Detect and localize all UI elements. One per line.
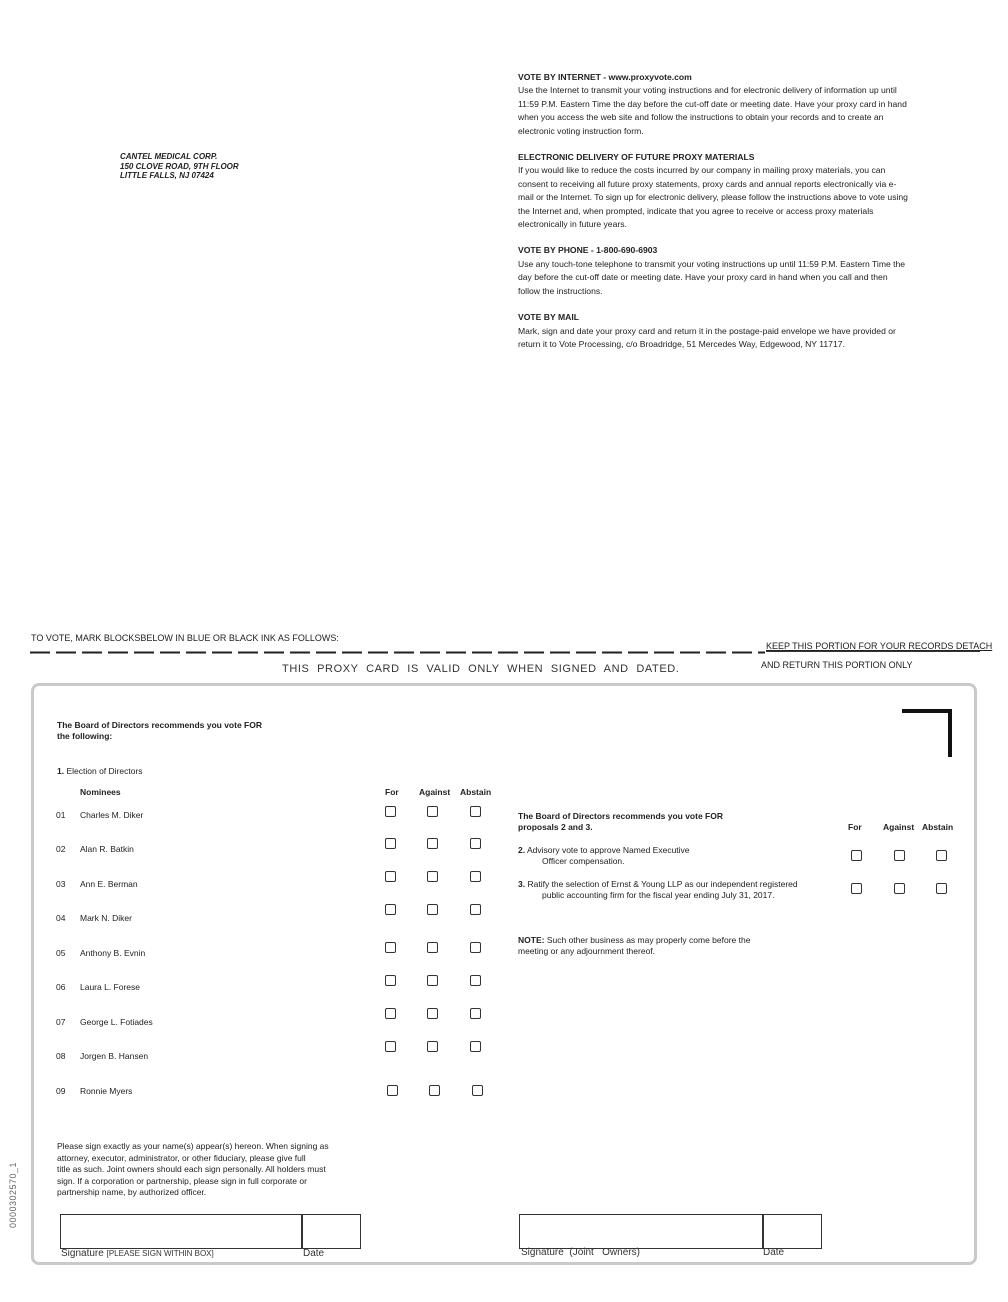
joint-signature-date-label: Date (763, 1247, 785, 1258)
instruction-heading: VOTE BY PHONE - 1-800-690-6903 (518, 245, 658, 256)
nominee-number: 05 (56, 948, 66, 958)
note (518, 935, 750, 957)
proposal-abstain-checkbox[interactable] (936, 883, 947, 894)
company-address (120, 152, 239, 181)
nominee-row (56, 982, 141, 992)
instruction-body: Mark, sign and date your proxy card and return it in the postage-paid envelope we have provided or return it to Vote Processing, c/o Broadridge, 51 Mercedes Way, Edgewood, NY 11717. (518, 325, 896, 349)
vote-against-checkbox[interactable] (427, 975, 438, 986)
left-recommendation (57, 720, 262, 742)
nominee-name: Jorgen B. Hansen (80, 1051, 149, 1061)
nominee-row (56, 879, 138, 889)
vote-against-checkbox[interactable] (429, 1085, 440, 1096)
instruction-body: Use the Internet to transmit your voting instructions and for electronic delivery of information up until 11:59 P.M. Eastern Time the day before the cut-off date or meeting date. Have your proxy card in hand when you access the web site and follow the instructions to obtain your records and to create an electronic voting instruction form. (518, 85, 907, 136)
nominee-name: Alan R. Batkin (80, 844, 134, 854)
vote-for-checkbox[interactable] (385, 904, 396, 915)
vote-against-checkbox[interactable] (427, 942, 438, 953)
proposal-col-abstain-header: Abstain (922, 822, 954, 832)
valid-notice: THIS PROXY CARD IS VALID ONLY WHEN SIGNED AND DATED. (282, 663, 680, 675)
proposal-abstain-checkbox[interactable] (936, 850, 947, 861)
nominee-number: 03 (56, 879, 66, 889)
signature-date-label: Date (303, 1248, 325, 1259)
joint-signature-box[interactable] (519, 1214, 822, 1249)
company-address-line1: 150 CLOVE ROAD, 9TH FLOOR (120, 161, 239, 171)
company-address-line2: LITTLE FALLS, NJ 07424 (120, 171, 214, 180)
nominee-name: Anthony B. Evnin (80, 948, 146, 958)
vote-abstain-checkbox[interactable] (470, 942, 481, 953)
note-text-line2: meeting or any adjournment thereof. (518, 946, 656, 956)
proposal-against-checkbox[interactable] (894, 883, 905, 894)
vote-for-checkbox[interactable] (385, 838, 396, 849)
proposal-col-for-header: For (848, 822, 862, 832)
nominee-row (56, 810, 144, 820)
sign-instruction-line: Please sign exactly as your name(s) appear(s) hereon. When signing as (57, 1141, 329, 1151)
vote-abstain-checkbox[interactable] (470, 1008, 481, 1019)
sign-instruction-line: title as such. Joint owners should each sign personally. All holders must (57, 1164, 326, 1174)
nominee-name: Ronnie Myers (80, 1086, 133, 1096)
vote-for-checkbox[interactable] (385, 942, 396, 953)
left-recommendation-line1: The Board of Directors recommends you vote FOR (57, 720, 262, 730)
instruction-internet (518, 71, 910, 138)
vote-abstain-checkbox[interactable] (470, 806, 481, 817)
signature-date-divider (301, 1214, 303, 1249)
return-portion-label: AND RETURN THIS PORTION ONLY (761, 660, 913, 670)
nominee-number: 09 (56, 1086, 66, 1096)
vote-against-checkbox[interactable] (427, 1008, 438, 1019)
nominee-name: George L. Fotiades (80, 1017, 153, 1027)
proposal-text-line1: Advisory vote to approve Named Executive (527, 845, 690, 855)
instruction-heading: ELECTRONIC DELIVERY OF FUTURE PROXY MATERIALS (518, 152, 755, 163)
nominee-row (56, 948, 146, 958)
vote-against-checkbox[interactable] (427, 904, 438, 915)
proposal-3 (518, 879, 798, 901)
vote-against-checkbox[interactable] (427, 1041, 438, 1052)
instruction-body: Use any touch-tone telephone to transmit your voting instructions up until 11:59 P.M. Eastern Time the day before the cut-off date or meeting date. Have your proxy card in hand when you call and then follow the instructions. (518, 258, 906, 296)
note-text: Such other business as may properly come before the (546, 935, 751, 945)
proposal-text-line1: Ratify the selection of Ernst & Young LLP as our independent registered (527, 879, 798, 889)
election-heading (57, 766, 143, 776)
proposal-2 (518, 845, 690, 867)
registration-mark (902, 709, 952, 757)
nominee-number: 01 (56, 810, 66, 820)
joint-signature-label: Signature (Joint Owners) (521, 1247, 640, 1258)
vote-against-checkbox[interactable] (427, 871, 438, 882)
vote-for-checkbox[interactable] (385, 975, 396, 986)
nominee-name: Charles M. Diker (80, 810, 144, 820)
keep-portion-rule (766, 651, 980, 652)
nominee-name: Ann E. Berman (80, 879, 138, 889)
control-number: 0000302570_1 (8, 1161, 18, 1228)
proposal-text-line2: Officer compensation. (542, 856, 625, 866)
proposal-number: 2. (518, 845, 526, 855)
detach-dash-line (30, 651, 765, 654)
instruction-electronic-delivery (518, 151, 910, 231)
right-recommendation (518, 811, 723, 833)
sign-instruction-line: sign. If a corporation or partnership, please sign in full corporate or (57, 1175, 307, 1186)
right-recommendation-line2: proposals 2 and 3. (518, 822, 593, 832)
signature-label: Signature (61, 1248, 104, 1259)
vote-abstain-checkbox[interactable] (472, 1085, 483, 1096)
vote-for-checkbox[interactable] (385, 806, 396, 817)
nominee-name: Mark N. Diker (80, 913, 132, 923)
note-label: NOTE: (518, 935, 545, 945)
vote-against-checkbox[interactable] (427, 838, 438, 849)
joint-signature-date-divider (762, 1214, 764, 1249)
instruction-heading: VOTE BY MAIL (518, 312, 579, 323)
nominee-row (56, 1051, 149, 1061)
nominee-row (56, 913, 132, 923)
vote-abstain-checkbox[interactable] (470, 871, 481, 882)
col-abstain-header: Abstain (460, 787, 492, 797)
vote-abstain-checkbox[interactable] (470, 1041, 481, 1052)
signature-caption (61, 1248, 214, 1259)
nominee-number: 06 (56, 982, 66, 992)
sign-instructions (57, 1141, 329, 1199)
voting-instructions (518, 71, 910, 364)
proposal-for-checkbox[interactable] (851, 850, 862, 861)
vote-abstain-checkbox[interactable] (470, 838, 481, 849)
proposal-number: 3. (518, 879, 526, 889)
nominee-row (56, 1086, 133, 1096)
instruction-mail (518, 311, 910, 351)
proposal-for-checkbox[interactable] (851, 883, 862, 894)
instruction-phone (518, 244, 910, 298)
item-title: Election of Directors (66, 766, 143, 776)
col-against-header: Against (419, 787, 451, 797)
instruction-body: If you would like to reduce the costs incurred by our company in mailing proxy materials, you can consent to receiving all future proxy statements, proxy cards and annual reports electronically via e-mail or the Internet. To sign up for electronic delivery, please follow the instructions above to vote using the Internet and, when prompted, indicate that you agree to receive or access proxy materials electronically in future years. (518, 165, 908, 230)
proposal-col-against-header: Against (883, 822, 915, 832)
sign-instruction-line: attorney, executor, administrator, or other fiduciary, please give full (57, 1152, 306, 1163)
vote-abstain-checkbox[interactable] (470, 904, 481, 915)
vote-against-checkbox[interactable] (427, 806, 438, 817)
item-number: 1. (57, 766, 65, 776)
nominee-row (56, 1017, 153, 1027)
proposal-against-checkbox[interactable] (894, 850, 905, 861)
nominee-number: 02 (56, 844, 66, 854)
col-for-header: For (385, 787, 399, 797)
sign-instruction-line: partnership name, by authorized officer. (57, 1187, 207, 1197)
vote-for-checkbox[interactable] (385, 1041, 396, 1052)
nominee-row (56, 844, 134, 854)
vote-abstain-checkbox[interactable] (470, 975, 481, 986)
right-recommendation-line1: The Board of Directors recommends you vote FOR (518, 811, 723, 821)
vote-for-checkbox[interactable] (387, 1085, 398, 1096)
signature-box[interactable] (60, 1214, 361, 1249)
vote-for-checkbox[interactable] (385, 871, 396, 882)
keep-portion-label (766, 641, 992, 651)
nominee-number: 08 (56, 1051, 66, 1061)
vote-for-checkbox[interactable] (385, 1008, 396, 1019)
instruction-heading: VOTE BY INTERNET - www.proxyvote.com (518, 72, 692, 82)
company-name: CANTEL MEDICAL CORP. (120, 152, 218, 161)
proposal-text-line2: public accounting firm for the fiscal year ending July 31, 2017. (542, 890, 775, 900)
signature-hint: [PLEASE SIGN WITHIN BOX] (106, 1249, 214, 1258)
nominee-name: Laura L. Forese (80, 982, 141, 992)
nominee-number: 07 (56, 1017, 66, 1027)
left-recommendation-line2: the following: (57, 731, 113, 741)
nominees-header: Nominees (80, 787, 121, 797)
keep-portion-text: KEEP THIS PORTION FOR YOUR RECORDS DETACH (766, 641, 993, 651)
to-vote-instruction: TO VOTE, MARK BLOCKSBELOW IN BLUE OR BLACK INK AS FOLLOWS: (31, 633, 339, 643)
nominee-number: 04 (56, 913, 66, 923)
